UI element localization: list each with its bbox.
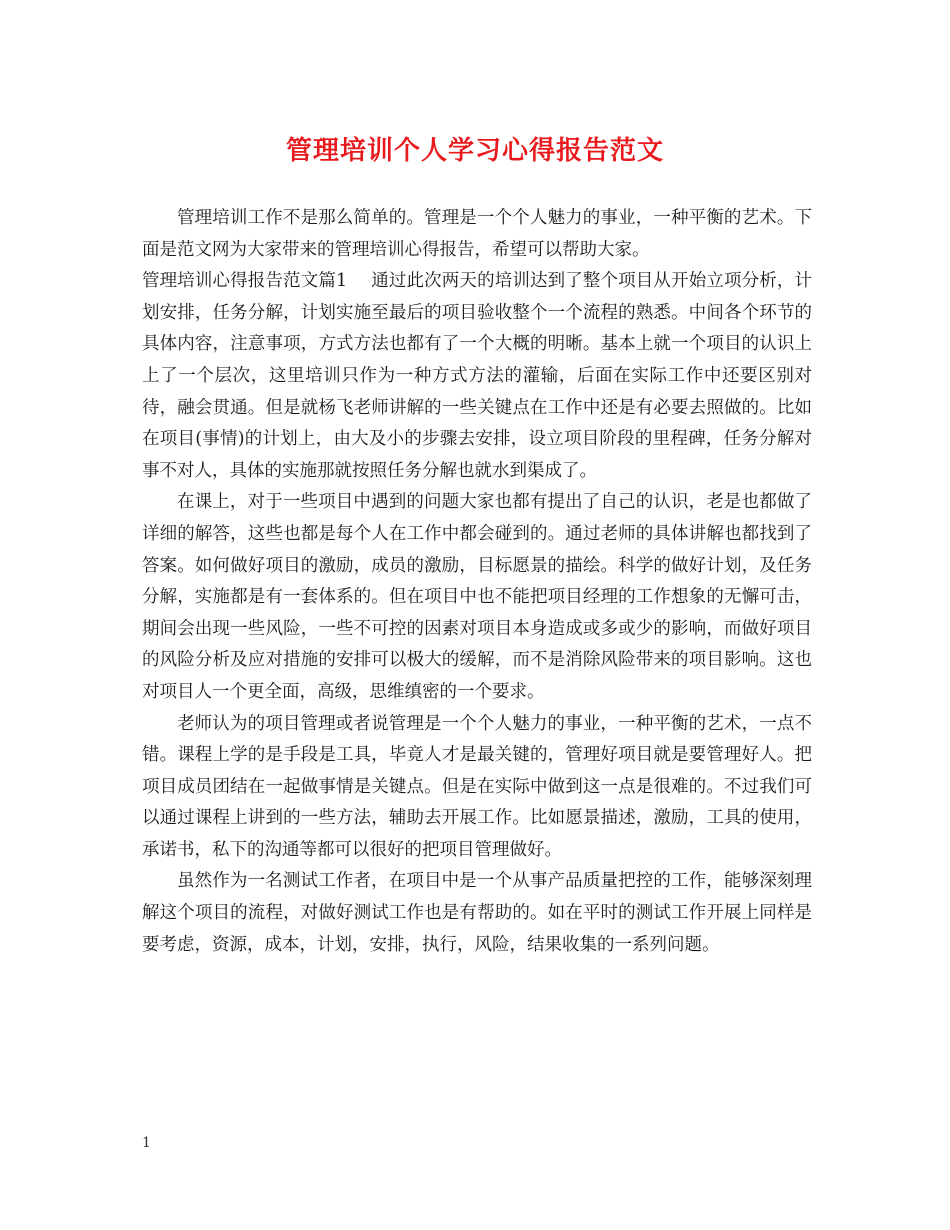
paragraph-1-text: 通过此次两天的培训达到了整个项目从开始立项分析，计划安排，任务分解，计划实施至最后的项目验收整个一个流程的熟悉。中间各个环节的具体内容，注意事项，方式方法也都有了一个大概的明晰。基本上就一个项目的认识上上了一个层次，这里培训只作为一种方式方法的灌输，后面在实际工作中还要区别对待，融会贯通。但是就杨飞老师讲解的一些关键点在工作中还是有必要去照做的。比如在项目(事情)的计划上，由大及小的步骤去安排，设立项目阶段的里程碑，任务分解对事不对人，具体的实施那就按照任务分解也就水到渠成了。 (142, 271, 812, 481)
page-number: 1 (142, 1135, 151, 1151)
document-body (142, 203, 812, 961)
paragraph-3: 老师认为的项目管理或者说管理是一个个人魅力的事业，一种平衡的艺术，一点不错。课程上学的是手段是工具，毕竟人才是最关键的，管理好项目就是要管理好人。把项目成员团结在一起做事情是关键点。但是在实际中做到这一点是很难的。不过我们可以通过课程上讲到的一些方法，辅助去开展工作。比如愿景描述，激励，工具的使用，承诺书，私下的沟通等都可以很好的把项目管理做好。 (142, 713, 812, 860)
section-heading: 管理培训心得报告范文篇1 (142, 271, 348, 292)
page-title: 管理培训个人学习心得报告范文 (285, 136, 664, 166)
intro-paragraph: 管理培训工作不是那么简单的。管理是一个个人魅力的事业，一种平衡的艺术。下面是范文网为大家带来的管理培训心得报告，希望可以帮助大家。 (142, 208, 812, 260)
paragraph-2: 在课上，对于一些项目中遇到的问题大家也都有提出了自己的认识，老是也都做了详细的解答，这些也都是每个人在工作中都会碰到的。通过老师的具体讲解也都找到了答案。如何做好项目的激励，成员的激励，目标愿景的描绘。科学的做好计划，及任务分解，实施都是有一套体系的。但在项目中也不能把项目经理的工作想象的无懈可击，期间会出现一些风险，一些不可控的因素对项目本身造成或多或少的影响，而做好项目的风险分析及应对措施的安排可以极大的缓解，而不是消除风险带来的项目影响。这也对项目人一个更全面，高级，思维缜密的一个要求。 (142, 492, 812, 702)
paragraph-4: 虽然作为一名测试工作者，在项目中是一个从事产品质量把控的工作，能够深刻理解这个项目的流程，对做好测试工作也是有帮助的。如在平时的测试工作开展上同样是要考虑，资源，成本，计划，安排，执行，风险，结果收集的一系列问题。 (142, 871, 812, 955)
section-paragraph-1 (142, 266, 812, 487)
